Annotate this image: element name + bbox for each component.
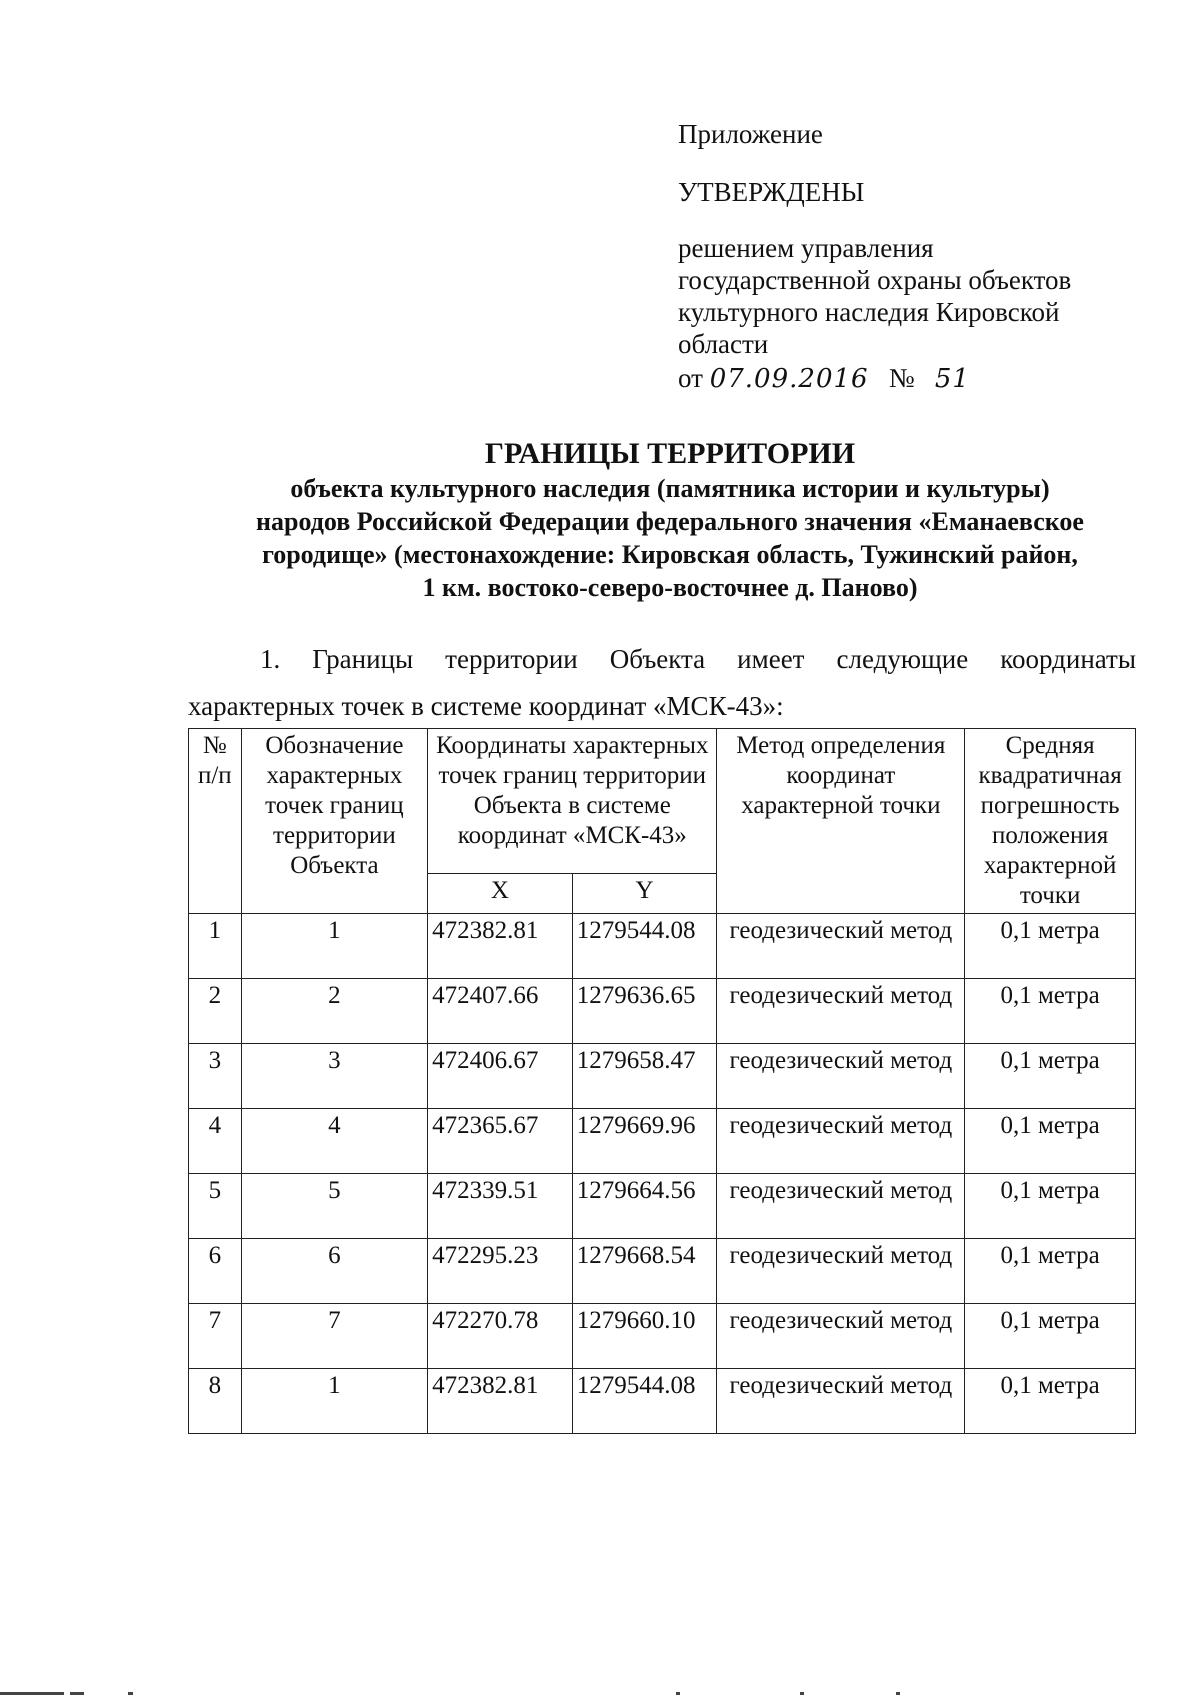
approval-stamp-block bbox=[678, 118, 1138, 395]
approved-label: УТВЕРЖДЕНЫ bbox=[678, 177, 865, 207]
scan-mark bbox=[676, 1692, 680, 1695]
cell-num: 4 bbox=[189, 1109, 242, 1174]
cell-x: 472382.81 bbox=[428, 1369, 573, 1434]
cell-error: 0,1 метра bbox=[965, 1239, 1136, 1304]
cell-error: 0,1 метра bbox=[965, 1369, 1136, 1434]
table-body bbox=[189, 914, 1136, 1434]
coordinates-table bbox=[188, 728, 1136, 1434]
cell-y: 1279658.47 bbox=[572, 1044, 717, 1109]
cell-method: геодезический метод bbox=[717, 1109, 965, 1174]
table-row bbox=[189, 1304, 1136, 1369]
decision-line: решением управления bbox=[678, 233, 934, 263]
cell-num: 5 bbox=[189, 1174, 242, 1239]
header-coordinates: Координаты характерных точек границ территории Объекта в системе координат «МСК-43» bbox=[428, 729, 717, 874]
header-y: Y bbox=[572, 873, 717, 913]
cell-x: 472382.81 bbox=[428, 914, 573, 979]
title-line: народов Российской Федерации федерального значения «Еманаевское bbox=[256, 507, 1084, 536]
cell-error: 0,1 метра bbox=[965, 914, 1136, 979]
cell-method: геодезический метод bbox=[717, 914, 965, 979]
number-label: № bbox=[888, 363, 915, 393]
cell-method: геодезический метод bbox=[717, 979, 965, 1044]
decision-line: государственной охраны объектов bbox=[678, 265, 1072, 295]
cell-method: геодезический метод bbox=[717, 1239, 965, 1304]
date-prefix: от bbox=[678, 363, 703, 393]
header-method: Метод определения координат характерной точки bbox=[717, 729, 965, 914]
cell-point: 1 bbox=[241, 914, 427, 979]
cell-point: 5 bbox=[241, 1174, 427, 1239]
cell-error: 0,1 метра bbox=[965, 1304, 1136, 1369]
table-row bbox=[189, 1109, 1136, 1174]
cell-method: геодезический метод bbox=[717, 1304, 965, 1369]
cell-num: 7 bbox=[189, 1304, 242, 1369]
decision-date-line bbox=[678, 362, 1138, 395]
table-row bbox=[189, 914, 1136, 979]
cell-x: 472407.66 bbox=[428, 979, 573, 1044]
title-main: ГРАНИЦЫ ТЕРРИТОРИИ bbox=[484, 437, 856, 470]
document-title bbox=[150, 436, 1190, 604]
decision-line: области bbox=[678, 329, 769, 359]
scan-mark bbox=[896, 1692, 900, 1695]
header-designation: Обозначение характерных точек границ территории Объекта bbox=[241, 729, 427, 914]
cell-point: 2 bbox=[241, 979, 427, 1044]
table-header-row bbox=[189, 729, 1136, 874]
cell-error: 0,1 метра bbox=[965, 1174, 1136, 1239]
cell-x: 472295.23 bbox=[428, 1239, 573, 1304]
cell-x: 472365.67 bbox=[428, 1109, 573, 1174]
cell-method: геодезический метод bbox=[717, 1174, 965, 1239]
cell-num: 8 bbox=[189, 1369, 242, 1434]
cell-num: 3 bbox=[189, 1044, 242, 1109]
cell-point: 6 bbox=[241, 1239, 427, 1304]
cell-point: 4 bbox=[241, 1109, 427, 1174]
cell-error: 0,1 метра bbox=[965, 1109, 1136, 1174]
intro-paragraph bbox=[188, 636, 1136, 730]
header-x: X bbox=[428, 873, 573, 913]
cell-num: 6 bbox=[189, 1239, 242, 1304]
paragraph-line: характерных точек в системе координат «МСК-43»: bbox=[188, 691, 784, 721]
cell-x: 472406.67 bbox=[428, 1044, 573, 1109]
cell-num: 2 bbox=[189, 979, 242, 1044]
decision-line: культурного наследия Кировской bbox=[678, 297, 1060, 327]
cell-point: 7 bbox=[241, 1304, 427, 1369]
scan-mark bbox=[0, 1692, 64, 1695]
cell-y: 1279544.08 bbox=[572, 1369, 717, 1434]
cell-method: геодезический метод bbox=[717, 1044, 965, 1109]
cell-x: 472270.78 bbox=[428, 1304, 573, 1369]
cell-point: 3 bbox=[241, 1044, 427, 1109]
table-row bbox=[189, 1239, 1136, 1304]
paragraph-line: 1. Границы территории Объекта имеет следующие координаты bbox=[260, 644, 1136, 674]
table-row bbox=[189, 1174, 1136, 1239]
handwritten-number: 51 bbox=[934, 364, 970, 394]
cell-point: 1 bbox=[241, 1369, 427, 1434]
appendix-label: Приложение bbox=[678, 119, 823, 149]
header-num: № п/п bbox=[189, 729, 242, 914]
scan-mark bbox=[70, 1692, 84, 1695]
table-row bbox=[189, 979, 1136, 1044]
scan-mark bbox=[128, 1692, 133, 1695]
cell-y: 1279664.56 bbox=[572, 1174, 717, 1239]
handwritten-date: 07.09.2016 bbox=[709, 364, 869, 394]
cell-y: 1279668.54 bbox=[572, 1239, 717, 1304]
cell-error: 0,1 метра bbox=[965, 979, 1136, 1044]
table-row bbox=[189, 1044, 1136, 1109]
title-line: городище» (местонахождение: Кировская область, Тужинский район, bbox=[262, 540, 1078, 569]
scan-edge-marks bbox=[0, 1692, 1200, 1704]
cell-y: 1279544.08 bbox=[572, 914, 717, 979]
cell-error: 0,1 метра bbox=[965, 1044, 1136, 1109]
header-error: Средняя квадратичная погрешность положения характерной точки bbox=[965, 729, 1136, 914]
title-line: 1 км. востоко-северо-восточнее д. Паново) bbox=[422, 573, 918, 602]
cell-y: 1279636.65 bbox=[572, 979, 717, 1044]
cell-num: 1 bbox=[189, 914, 242, 979]
cell-y: 1279669.96 bbox=[572, 1109, 717, 1174]
title-line: объекта культурного наследия (памятника истории и культуры) bbox=[290, 474, 1050, 503]
cell-method: геодезический метод bbox=[717, 1369, 965, 1434]
table-row bbox=[189, 1369, 1136, 1434]
cell-x: 472339.51 bbox=[428, 1174, 573, 1239]
scan-mark bbox=[800, 1692, 804, 1695]
cell-y: 1279660.10 bbox=[572, 1304, 717, 1369]
